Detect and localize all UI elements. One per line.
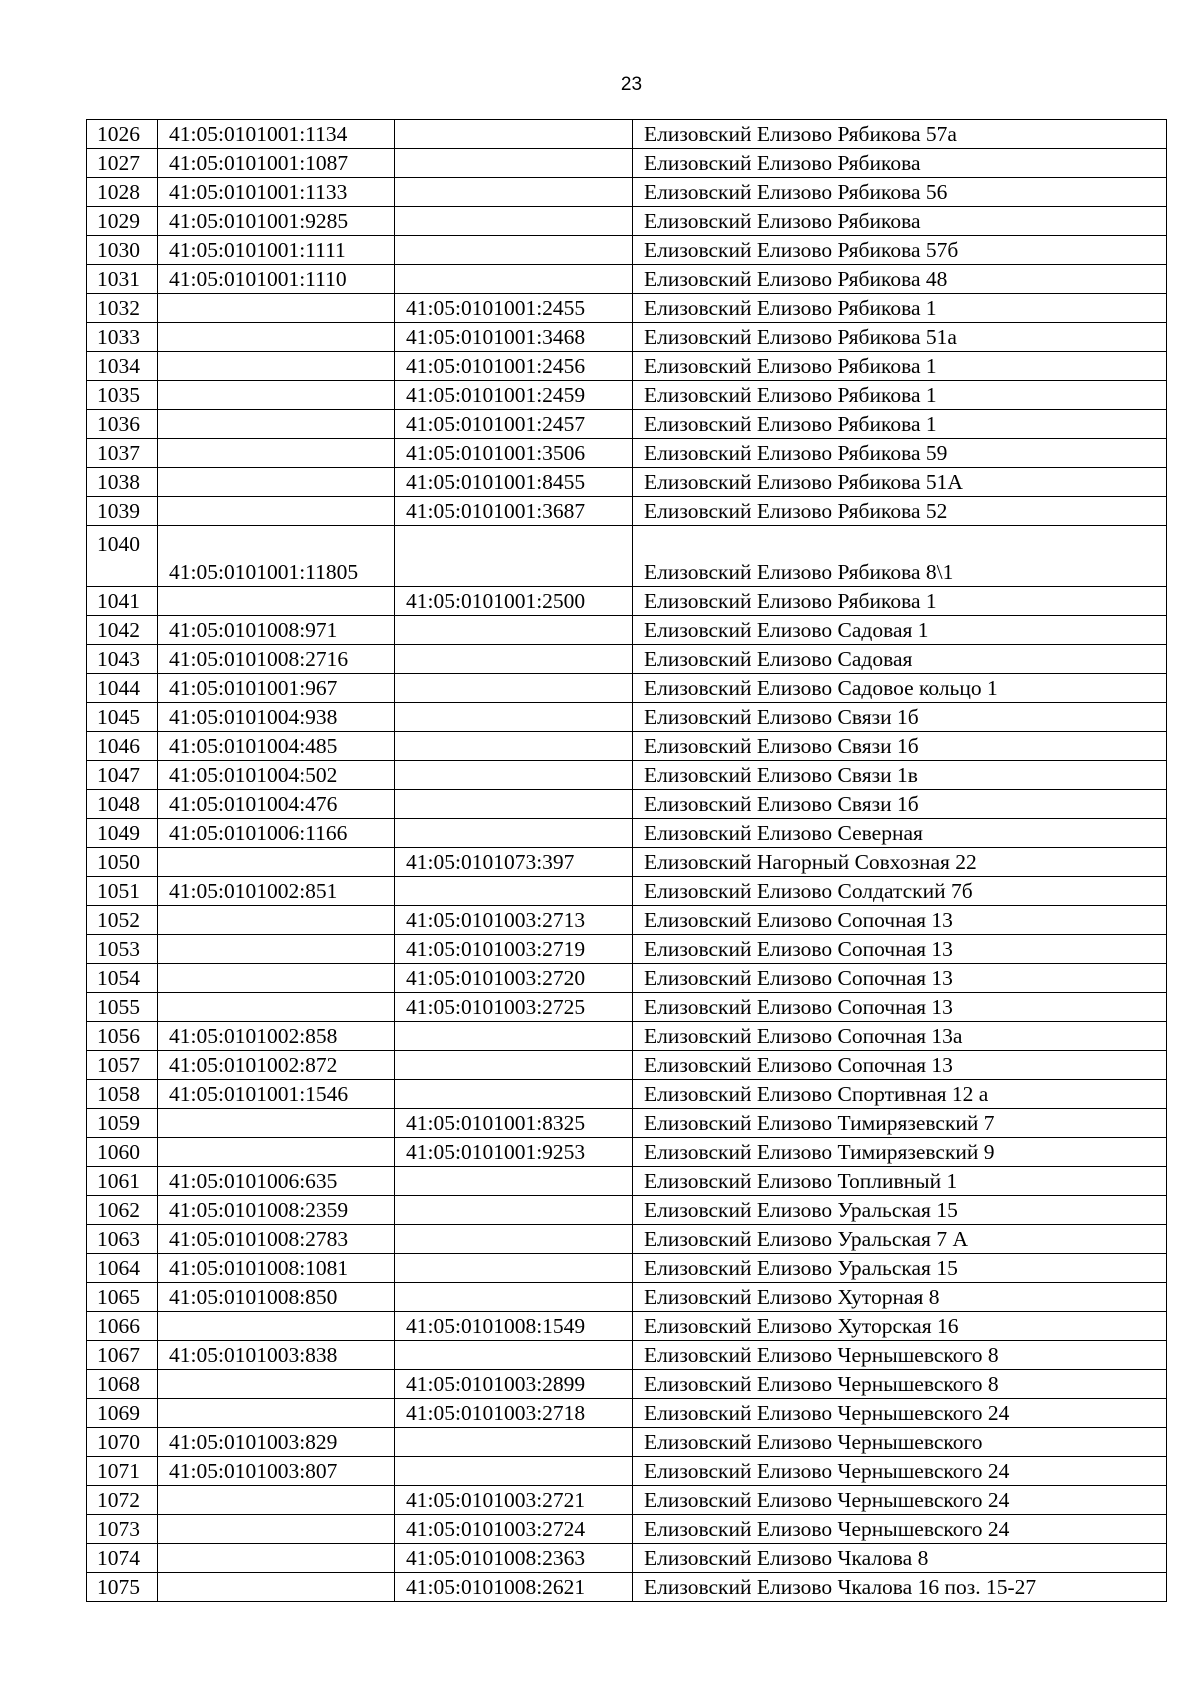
row-number-cell: 1069 [87,1399,158,1428]
address-cell: Елизовский Елизово Рябикова 51а [633,323,1167,352]
table-row [87,323,1167,352]
row-number-cell: 1067 [87,1341,158,1370]
address-cell: Елизовский Елизово Рябикова 1 [633,381,1167,410]
cadastral-number-cell [158,1312,395,1341]
address-cell: Елизовский Елизово Сопочная 13 [633,935,1167,964]
parent-cadastral-number-cell: 41:05:0101001:3687 [395,497,633,526]
address-cell: Елизовский Елизово Рябикова 56 [633,178,1167,207]
cadastral-number-cell [158,323,395,352]
address-cell: Елизовский Елизово Рябикова 59 [633,439,1167,468]
cadastral-number-cell: 41:05:0101003:807 [158,1457,395,1486]
table-row [87,819,1167,848]
row-number-cell: 1061 [87,1167,158,1196]
parent-cadastral-number-cell: 41:05:0101001:2457 [395,410,633,439]
table-row [87,294,1167,323]
cadastral-number-cell [158,294,395,323]
address-cell: Елизовский Елизово Тимирязевский 7 [633,1109,1167,1138]
address-cell: Елизовский Елизово Рябикова 8\1 [633,526,1167,587]
address-cell: Елизовский Елизово Рябикова 1 [633,352,1167,381]
row-number-cell: 1047 [87,761,158,790]
cadastral-number-cell [158,1138,395,1167]
parent-cadastral-number-cell: 41:05:0101073:397 [395,848,633,877]
parent-cadastral-number-cell: 41:05:0101008:2363 [395,1544,633,1573]
row-number-cell: 1027 [87,149,158,178]
parent-cadastral-number-cell [395,819,633,848]
parent-cadastral-number-cell [395,877,633,906]
address-cell: Елизовский Елизово Связи 1б [633,732,1167,761]
parent-cadastral-number-cell: 41:05:0101003:2719 [395,935,633,964]
table-row [87,1573,1167,1602]
row-number-cell: 1053 [87,935,158,964]
table-row [87,877,1167,906]
cadastral-number-cell [158,410,395,439]
row-number-cell: 1059 [87,1109,158,1138]
row-number-cell: 1055 [87,993,158,1022]
row-number-cell: 1040 [87,526,158,587]
address-cell: Елизовский Елизово Садовая [633,645,1167,674]
address-cell: Елизовский Елизово Рябикова 57б [633,236,1167,265]
table-row [87,703,1167,732]
row-number-cell: 1050 [87,848,158,877]
cadastral-number-cell [158,993,395,1022]
row-number-cell: 1033 [87,323,158,352]
table-row [87,790,1167,819]
cadastral-number-cell [158,1109,395,1138]
cadastral-number-cell [158,848,395,877]
table-row [87,1399,1167,1428]
row-number-cell: 1035 [87,381,158,410]
parent-cadastral-number-cell [395,120,633,149]
row-number-cell: 1073 [87,1515,158,1544]
parent-cadastral-number-cell: 41:05:0101001:9253 [395,1138,633,1167]
row-number-cell: 1056 [87,1022,158,1051]
address-cell: Елизовский Елизово Рябикова 57а [633,120,1167,149]
address-cell: Елизовский Елизово Сопочная 13 [633,1051,1167,1080]
cadastral-number-cell: 41:05:0101006:635 [158,1167,395,1196]
row-number-cell: 1034 [87,352,158,381]
cadastral-number-cell [158,381,395,410]
table-row [87,439,1167,468]
cadastral-number-cell [158,497,395,526]
row-number-cell: 1070 [87,1428,158,1457]
cadastral-number-cell: 41:05:0101001:1110 [158,265,395,294]
row-number-cell: 1058 [87,1080,158,1109]
row-number-cell: 1036 [87,410,158,439]
row-number-cell: 1066 [87,1312,158,1341]
cadastral-number-cell: 41:05:0101004:476 [158,790,395,819]
table-row [87,964,1167,993]
address-cell: Елизовский Елизово Солдатский 7б [633,877,1167,906]
parent-cadastral-number-cell: 41:05:0101003:2721 [395,1486,633,1515]
table-row [87,1486,1167,1515]
cadastral-number-cell [158,1573,395,1602]
parent-cadastral-number-cell [395,1254,633,1283]
table-row [87,120,1167,149]
cadastral-number-cell [158,587,395,616]
parent-cadastral-number-cell [395,732,633,761]
cadastral-number-cell: 41:05:0101001:1133 [158,178,395,207]
table-row [87,1312,1167,1341]
address-cell: Елизовский Елизово Уральская 15 [633,1196,1167,1225]
address-cell: Елизовский Елизово Связи 1в [633,761,1167,790]
parent-cadastral-number-cell: 41:05:0101001:2455 [395,294,633,323]
row-number-cell: 1060 [87,1138,158,1167]
parent-cadastral-number-cell [395,1051,633,1080]
cadastral-number-cell: 41:05:0101004:502 [158,761,395,790]
row-number-cell: 1029 [87,207,158,236]
table-row [87,587,1167,616]
parent-cadastral-number-cell [395,1428,633,1457]
address-cell: Елизовский Елизово Чернышевского 24 [633,1399,1167,1428]
address-cell: Елизовский Елизово Спортивная 12 а [633,1080,1167,1109]
parent-cadastral-number-cell: 41:05:0101003:2725 [395,993,633,1022]
address-cell: Елизовский Елизово Чернышевского 8 [633,1341,1167,1370]
cadastral-number-cell [158,906,395,935]
table-row [87,1515,1167,1544]
registry-body [87,120,1167,1602]
cadastral-number-cell: 41:05:0101001:1111 [158,236,395,265]
cadastral-registry-table [86,119,1167,1602]
row-number-cell: 1028 [87,178,158,207]
cadastral-number-cell: 41:05:0101008:971 [158,616,395,645]
table-row [87,1138,1167,1167]
cadastral-number-cell: 41:05:0101004:938 [158,703,395,732]
table-row [87,381,1167,410]
cadastral-number-cell [158,1544,395,1573]
row-number-cell: 1049 [87,819,158,848]
parent-cadastral-number-cell [395,674,633,703]
cadastral-number-cell: 41:05:0101002:851 [158,877,395,906]
cadastral-number-cell: 41:05:0101008:2359 [158,1196,395,1225]
parent-cadastral-number-cell [395,1022,633,1051]
row-number-cell: 1052 [87,906,158,935]
table-row [87,848,1167,877]
table-row [87,265,1167,294]
table-row [87,732,1167,761]
row-number-cell: 1041 [87,587,158,616]
address-cell: Елизовский Елизово Чернышевского 24 [633,1457,1167,1486]
cadastral-number-cell: 41:05:0101001:9285 [158,207,395,236]
parent-cadastral-number-cell: 41:05:0101001:3468 [395,323,633,352]
table-row [87,1341,1167,1370]
table-row [87,1428,1167,1457]
table-row [87,935,1167,964]
cadastral-number-cell: 41:05:0101001:11805 [158,526,395,587]
parent-cadastral-number-cell: 41:05:0101003:2720 [395,964,633,993]
row-number-cell: 1072 [87,1486,158,1515]
parent-cadastral-number-cell: 41:05:0101008:2621 [395,1573,633,1602]
table-row [87,1167,1167,1196]
row-number-cell: 1051 [87,877,158,906]
row-number-cell: 1038 [87,468,158,497]
parent-cadastral-number-cell [395,703,633,732]
cadastral-number-cell [158,935,395,964]
parent-cadastral-number-cell: 41:05:0101001:8325 [395,1109,633,1138]
cadastral-number-cell: 41:05:0101004:485 [158,732,395,761]
table-row [87,1080,1167,1109]
parent-cadastral-number-cell [395,526,633,587]
table-row [87,1283,1167,1312]
parent-cadastral-number-cell [395,149,633,178]
parent-cadastral-number-cell [395,207,633,236]
table-row [87,1225,1167,1254]
row-number-cell: 1032 [87,294,158,323]
cadastral-number-cell: 41:05:0101001:1546 [158,1080,395,1109]
cadastral-number-cell [158,468,395,497]
cadastral-number-cell [158,1515,395,1544]
address-cell: Елизовский Елизово Рябикова 48 [633,265,1167,294]
table-row [87,468,1167,497]
table-row [87,149,1167,178]
parent-cadastral-number-cell [395,178,633,207]
address-cell: Елизовский Елизово Связи 1б [633,703,1167,732]
address-cell: Елизовский Елизово Садовая 1 [633,616,1167,645]
parent-cadastral-number-cell: 41:05:0101001:2459 [395,381,633,410]
parent-cadastral-number-cell [395,265,633,294]
table-row [87,645,1167,674]
address-cell: Елизовский Елизово Уральская 7 А [633,1225,1167,1254]
table-row [87,410,1167,439]
parent-cadastral-number-cell [395,1341,633,1370]
address-cell: Елизовский Елизово Чернышевского 8 [633,1370,1167,1399]
table-row [87,1370,1167,1399]
cadastral-number-cell [158,1399,395,1428]
parent-cadastral-number-cell [395,790,633,819]
parent-cadastral-number-cell [395,645,633,674]
parent-cadastral-number-cell [395,1080,633,1109]
address-cell: Елизовский Елизово Сопочная 13 [633,964,1167,993]
row-number-cell: 1065 [87,1283,158,1312]
table-row [87,236,1167,265]
table-row [87,1457,1167,1486]
address-cell: Елизовский Елизово Чернышевского 24 [633,1486,1167,1515]
parent-cadastral-number-cell: 41:05:0101001:8455 [395,468,633,497]
address-cell: Елизовский Елизово Чернышевского 24 [633,1515,1167,1544]
row-number-cell: 1063 [87,1225,158,1254]
cadastral-number-cell [158,439,395,468]
row-number-cell: 1031 [87,265,158,294]
row-number-cell: 1048 [87,790,158,819]
parent-cadastral-number-cell [395,1196,633,1225]
row-number-cell: 1045 [87,703,158,732]
row-number-cell: 1042 [87,616,158,645]
parent-cadastral-number-cell [395,1167,633,1196]
cadastral-number-cell: 41:05:0101006:1166 [158,819,395,848]
row-number-cell: 1064 [87,1254,158,1283]
parent-cadastral-number-cell: 41:05:0101003:2724 [395,1515,633,1544]
table-row [87,178,1167,207]
address-cell: Елизовский Елизово Хуторная 8 [633,1283,1167,1312]
parent-cadastral-number-cell: 41:05:0101003:2713 [395,906,633,935]
address-cell: Елизовский Елизово Уральская 15 [633,1254,1167,1283]
cadastral-number-cell: 41:05:0101001:967 [158,674,395,703]
row-number-cell: 1044 [87,674,158,703]
cadastral-number-cell: 41:05:0101003:838 [158,1341,395,1370]
row-number-cell: 1074 [87,1544,158,1573]
address-cell: Елизовский Елизово Садовое кольцо 1 [633,674,1167,703]
cadastral-number-cell: 41:05:0101008:2783 [158,1225,395,1254]
table-row [87,497,1167,526]
parent-cadastral-number-cell: 41:05:0101003:2899 [395,1370,633,1399]
address-cell: Елизовский Елизово Рябикова 1 [633,294,1167,323]
row-number-cell: 1039 [87,497,158,526]
table-row [87,906,1167,935]
cadastral-number-cell: 41:05:0101002:872 [158,1051,395,1080]
row-number-cell: 1043 [87,645,158,674]
row-number-cell: 1054 [87,964,158,993]
row-number-cell: 1075 [87,1573,158,1602]
row-number-cell: 1046 [87,732,158,761]
row-number-cell: 1068 [87,1370,158,1399]
table-row [87,207,1167,236]
address-cell: Елизовский Елизово Чернышевского [633,1428,1167,1457]
table-row [87,526,1167,587]
address-cell: Елизовский Елизово Рябикова 52 [633,497,1167,526]
table-row [87,1544,1167,1573]
page-number: 23 [620,74,643,95]
cadastral-number-cell: 41:05:0101001:1087 [158,149,395,178]
table-row [87,1196,1167,1225]
address-cell: Елизовский Елизово Рябикова 1 [633,410,1167,439]
address-cell: Елизовский Елизово Хуторская 16 [633,1312,1167,1341]
address-cell: Елизовский Нагорный Совхозная 22 [633,848,1167,877]
table-row [87,1254,1167,1283]
address-cell: Елизовский Елизово Сопочная 13а [633,1022,1167,1051]
address-cell: Елизовский Елизово Связи 1б [633,790,1167,819]
parent-cadastral-number-cell [395,1457,633,1486]
table-row [87,616,1167,645]
address-cell: Елизовский Елизово Чкалова 8 [633,1544,1167,1573]
parent-cadastral-number-cell: 41:05:0101001:2500 [395,587,633,616]
cadastral-number-cell [158,1370,395,1399]
table-row [87,352,1167,381]
row-number-cell: 1071 [87,1457,158,1486]
address-cell: Елизовский Елизово Тимирязевский 9 [633,1138,1167,1167]
cadastral-number-cell [158,352,395,381]
parent-cadastral-number-cell [395,761,633,790]
table-row [87,1022,1167,1051]
parent-cadastral-number-cell [395,616,633,645]
cadastral-number-cell: 41:05:0101008:850 [158,1283,395,1312]
address-cell: Елизовский Елизово Сопочная 13 [633,906,1167,935]
address-cell: Елизовский Елизово Сопочная 13 [633,993,1167,1022]
parent-cadastral-number-cell: 41:05:0101003:2718 [395,1399,633,1428]
address-cell: Елизовский Елизово Рябикова 51А [633,468,1167,497]
address-cell: Елизовский Елизово Северная [633,819,1167,848]
parent-cadastral-number-cell [395,236,633,265]
row-number-cell: 1026 [87,120,158,149]
cadastral-number-cell: 41:05:0101003:829 [158,1428,395,1457]
parent-cadastral-number-cell: 41:05:0101001:3506 [395,439,633,468]
cadastral-number-cell: 41:05:0101001:1134 [158,120,395,149]
table-row [87,674,1167,703]
parent-cadastral-number-cell: 41:05:0101008:1549 [395,1312,633,1341]
row-number-cell: 1062 [87,1196,158,1225]
address-cell: Елизовский Елизово Рябикова [633,149,1167,178]
address-cell: Елизовский Елизово Рябикова [633,207,1167,236]
cadastral-number-cell: 41:05:0101008:2716 [158,645,395,674]
parent-cadastral-number-cell [395,1225,633,1254]
table-row [87,993,1167,1022]
table-row [87,1051,1167,1080]
address-cell: Елизовский Елизово Рябикова 1 [633,587,1167,616]
table-row [87,1109,1167,1138]
parent-cadastral-number-cell [395,1283,633,1312]
cadastral-number-cell: 41:05:0101008:1081 [158,1254,395,1283]
cadastral-number-cell: 41:05:0101002:858 [158,1022,395,1051]
address-cell: Елизовский Елизово Топливный 1 [633,1167,1167,1196]
row-number-cell: 1057 [87,1051,158,1080]
row-number-cell: 1037 [87,439,158,468]
address-cell: Елизовский Елизово Чкалова 16 поз. 15-27 [633,1573,1167,1602]
row-number-cell: 1030 [87,236,158,265]
cadastral-number-cell [158,1486,395,1515]
table-row [87,761,1167,790]
cadastral-number-cell [158,964,395,993]
parent-cadastral-number-cell: 41:05:0101001:2456 [395,352,633,381]
